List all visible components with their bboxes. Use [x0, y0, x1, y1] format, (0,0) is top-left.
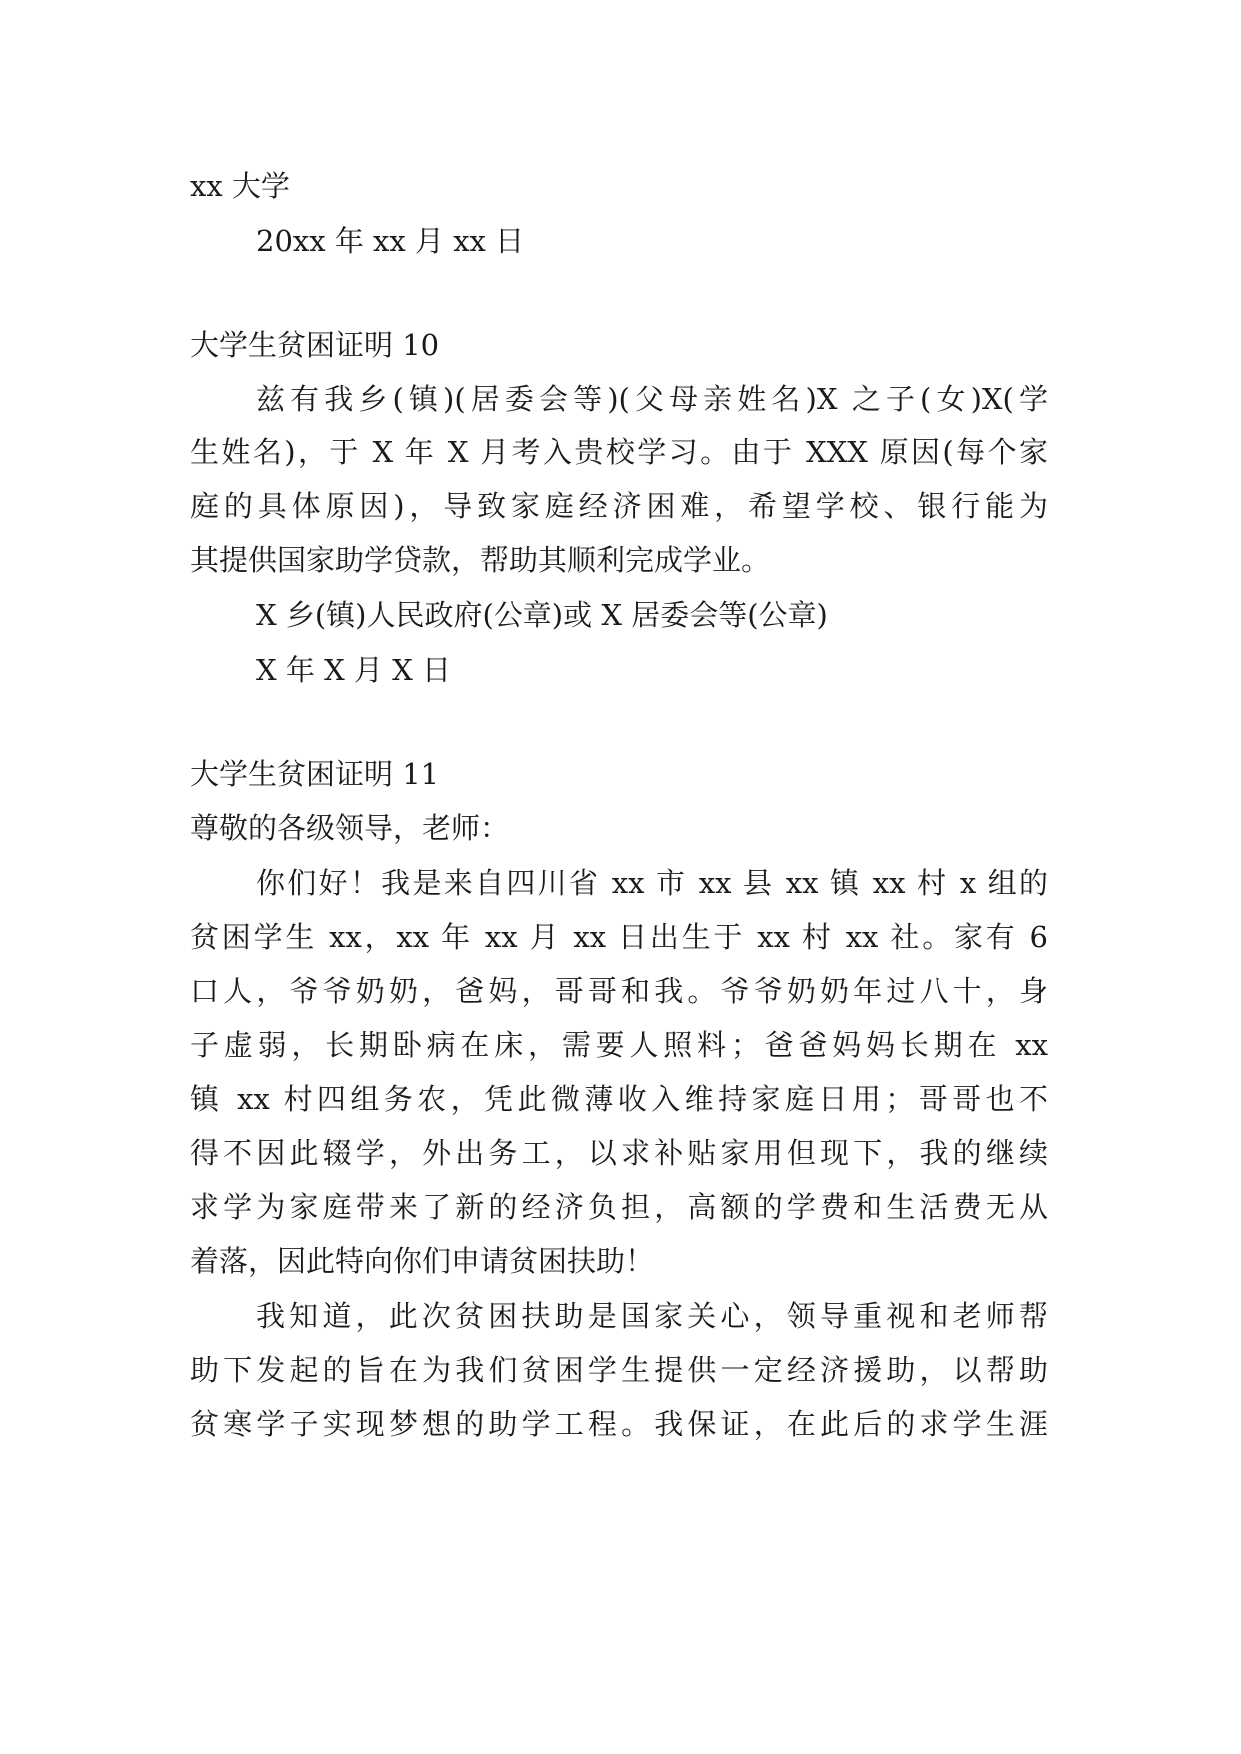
section-11-para1-line: 得不因此辍学，外出务工，以求补贴家用但现下，我的继续	[190, 1136, 1048, 1170]
section-11-salutation: 尊敬的各级领导，老师：	[190, 811, 510, 845]
section-11-para1-line: 着落，因此特向你们申请贫困扶助！	[190, 1244, 655, 1278]
section-11-para1-line: 你们好！我是来自四川省 xx 市 xx 县 xx 镇 xx 村 x 组的	[256, 866, 1048, 900]
section-10-body-line: 庭的具体原因)，导致家庭经济困难，希望学校、银行能为	[190, 489, 1048, 523]
section-11-title: 大学生贫困证明 11	[190, 757, 440, 791]
section-10-body-line: 其提供国家助学贷款，帮助其顺利完成学业。	[190, 543, 771, 577]
section-11-para2-line: 贫寒学子实现梦想的助学工程。我保证，在此后的求学生涯	[190, 1407, 1048, 1441]
section-10-date: X 年 X 月 X 日	[256, 653, 452, 687]
section-10-body-line: 生姓名)，于 X 年 X 月考入贵校学习。由于 XXX 原因(每个家	[190, 435, 1048, 469]
section-10-body-line: 兹有我乡(镇)(居委会等)(父母亲姓名)X 之子(女)X(学	[256, 382, 1048, 416]
section-11-para1-line: 镇 xx 村四组务农，凭此微薄收入维持家庭日用；哥哥也不	[190, 1082, 1048, 1116]
section-11-para2-line: 助下发起的旨在为我们贫困学生提供一定经济援助，以帮助	[190, 1353, 1048, 1387]
section-11-para1-line: 子虚弱，长期卧病在床，需要人照料；爸爸妈妈长期在 xx	[190, 1028, 1048, 1062]
closing-org: xx 大学	[190, 169, 290, 203]
section-11-para2-line: 我知道，此次贫困扶助是国家关心，领导重视和老师帮	[256, 1299, 1048, 1333]
section-10-title: 大学生贫困证明 10	[190, 328, 440, 362]
section-11-para1-line: 求学为家庭带来了新的经济负担，高额的学费和生活费无从	[190, 1190, 1048, 1224]
closing-date: 20xx 年 xx 月 xx 日	[256, 224, 525, 258]
section-10-seal: X 乡(镇)人民政府(公章)或 X 居委会等(公章)	[256, 598, 828, 632]
section-11-para1-line: 贫困学生 xx，xx 年 xx 月 xx 日出生于 xx 村 xx 社。家有 6	[190, 920, 1048, 954]
section-11-para1-line: 口人，爷爷奶奶，爸妈，哥哥和我。爷爷奶奶年过八十，身	[190, 974, 1048, 1008]
